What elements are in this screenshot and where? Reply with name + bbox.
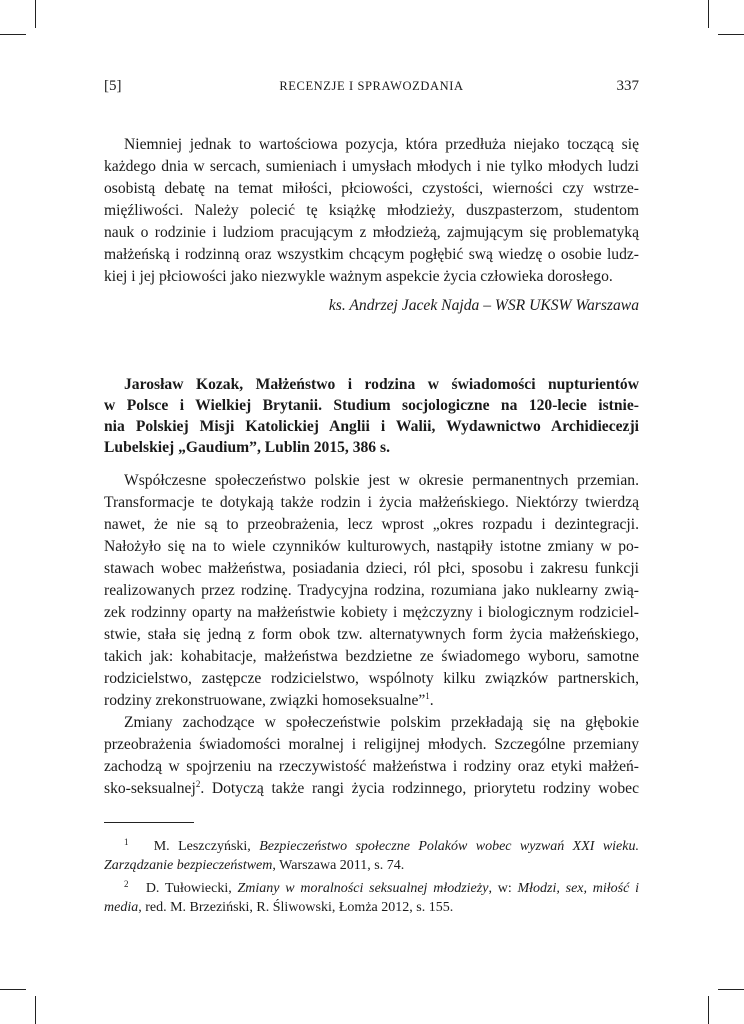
text-line: sko-seksualnej$^2$. Dotyczą także rangi życia rodzinnego, priorytetu rodziny wobec [104,779,639,797]
text-line: zachodzą w spojrzeniu na rzeczywistość małżeństwa i rodziny oraz etyki małżeń- [104,758,639,775]
footnote-ref-1[interactable]: 1 [425,691,430,701]
footnote-2: $^2$ D. Tułowiecki, Zmiany w moralności seksualnej młodzieży, w: Młodzi, sex, miłość i media, red. M. Brzeziński, R. Śliwowski, Łomża 2012, s. 155. [104,879,640,915]
review-title [104,374,639,458]
footnote-title: Bezpieczeństwo społeczne Polaków wobec wyzwań XXI wieku. Zarządzanie bezpieczeństwem [104,839,639,873]
footnote-separator [104,822,194,823]
text-line: stwie, stała się jedną z form obok tzw. alternatywnych form życia małżeńskiego, [104,626,639,643]
crop-mark [708,0,709,28]
section-number: [5] [104,78,122,94]
review-paragraph-2 [104,712,639,800]
crop-mark [718,34,744,35]
crop-mark [718,989,744,990]
footnote-marker: 2 [124,879,129,889]
text-line: zek rodzinny oparty na małżeństwie kobiety i mężczyzny i biologicznym rodziciel- [104,604,639,621]
footnotes [104,833,639,917]
title-line: w Polsce i Wielkiej Brytanii. Studium socjologiczne na 120-lecie istnie- [104,397,639,414]
running-title: RECENZJE I SPRAWOZDANIA [279,79,464,93]
text-line: każdego dnia w sercach, sumieniach i umysłach młodych i nie tylko młodych ludzi [104,158,639,175]
review-paragraph-1 [104,470,639,712]
text-line: Współczesne społeczeństwo polskie jest w okresie permanentnych przemian. [124,472,639,489]
text-line: małżeńską i rodzinną oraz wszystkim chcącym pogłębić swą wiedzę o osobie ludz- [104,246,639,263]
text-line: Niemniej jednak to wartościowa pozycja, która przedłuża niejako toczącą się [124,136,639,153]
crop-mark [35,0,36,28]
page-number: 337 [616,78,639,94]
text-line: realizowanych przez rodzinę. Tradycyjna rodzina, rozumiana jako nuklearny zwią- [104,582,639,599]
crop-mark [708,996,709,1024]
crop-mark [35,996,36,1024]
running-header [104,78,639,98]
footnote-source: Młodzi, sex, miłość i media [104,881,640,915]
crop-mark [0,34,26,35]
footnote-title: Zmiany w moralności seksualnej młodzieży [237,881,489,896]
text-line: Nałożyło się na to wiele czynników kulturowych, nastąpiły istotne zmiany w po- [104,538,639,555]
text-line: osobistą debatę na temat miłości, płciowości, czystości, wierności czy wstrze- [104,180,639,197]
title-line: nia Polskiej Misji Katolickiej Anglii i Walii, Wydawnictwo Archidiecezji [104,418,639,435]
text-line: nauk o rodzinie i ludziom pracującym z młodzieżą, zajmującym się problematyką [104,224,639,241]
text-line: kiej i jej płciowości jako niezwykle ważnym aspekcie życia człowieka dorosłego. [104,268,613,285]
title-line: Lubelskiej „Gaudium”, Lublin 2015, 386 s. [104,439,390,456]
review-signature: ks. Andrzej Jacek Najda – WSR UKSW Warszawa [328,297,639,314]
text-line: nawet, że nie są to przeobrażenia, lecz wprost „okres rozpadu i dezintegracji. [104,516,639,533]
text-line: Transformacje te dotykają także rodzin i życia małżeńskiego. Niektórzy twierdzą [104,494,639,511]
title-line: Jarosław Kozak, Małżeństwo i rodzina w świadomości nupturientów [124,376,639,393]
footnote-1: $^1$ M. Leszczyński, Bezpieczeństwo społeczne Polaków wobec wyzwań XXI wieku. Zarządzanie bezpieczeństwem, Warszawa 2011, s. 74. [104,837,639,873]
text-line: stawach wobec małżeństwa, posiadania dzieci, ról płci, sposobu i zakresu funkcji [104,560,639,577]
text-line: rodziny zrekonstruowane, związki homoseksualne”$^1$. [104,691,434,709]
text-line: mięźliwości. Należy polecić tę książkę młodzieży, duszpasterzom, studentom [104,202,639,219]
previous-review-paragraph [104,134,639,288]
text-line: takich jak: kohabitacje, małżeństwa bezdzietne ze świadomego wyboru, samotne [104,648,639,665]
footnote-ref-2[interactable]: 2 [195,779,201,789]
text-line: przeobrażenia świadomości moralnej i religijnej młodych. Szczególne przemiany [104,736,639,753]
crop-mark [0,989,26,990]
text-line: Zmiany zachodzące w społeczeństwie polskim przekładają się na głębokie [124,714,639,731]
footnote-marker: 1 [124,837,129,847]
text-line: rodzicielstwo, zastępcze rodzicielstwo, wspólnoty kilku związków partnerskich, [104,670,639,687]
